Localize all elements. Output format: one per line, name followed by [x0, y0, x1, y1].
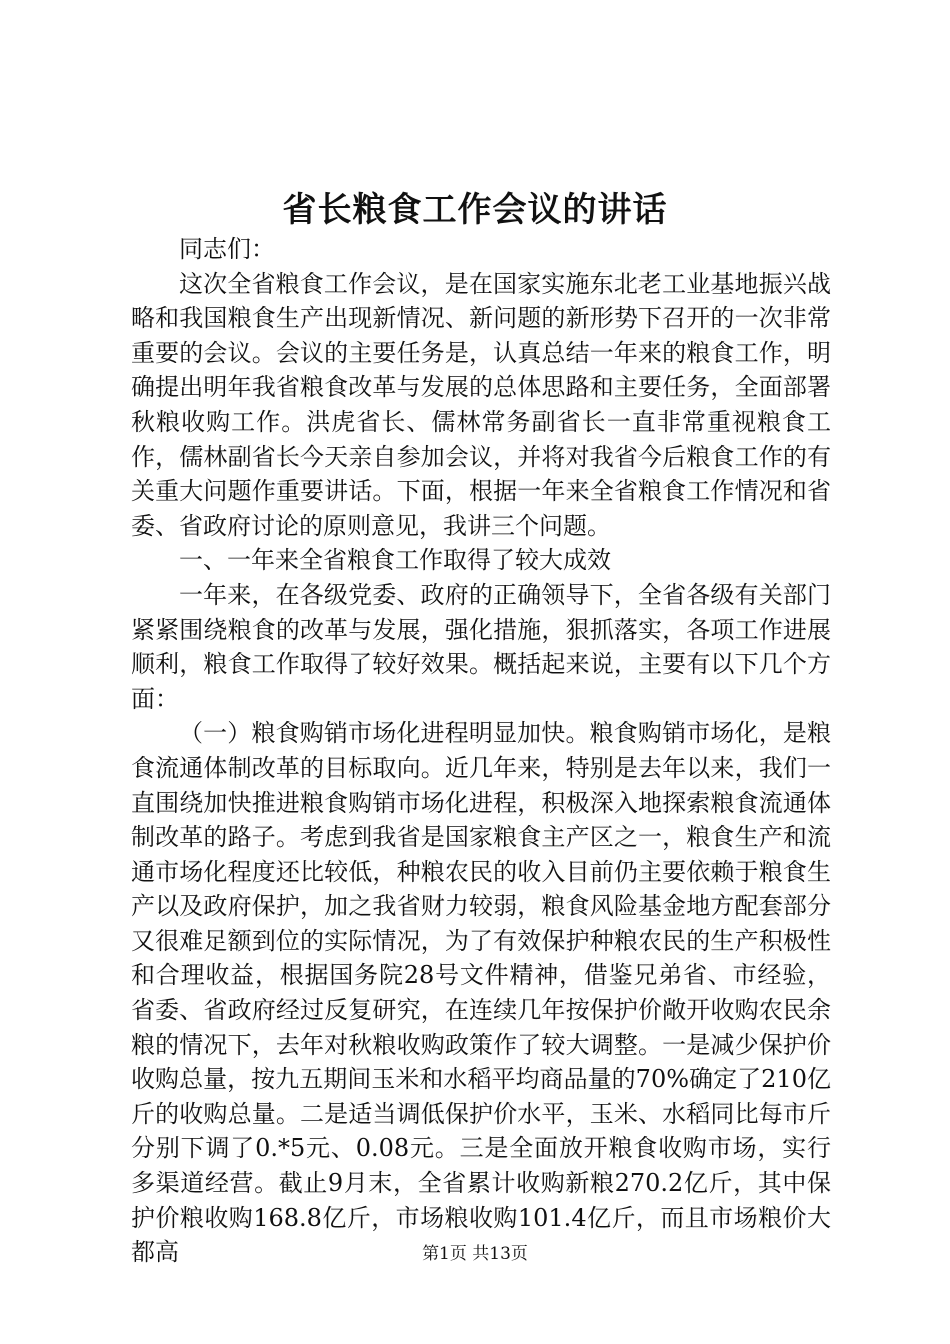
- salutation-paragraph: 同志们：: [179, 235, 275, 263]
- section-heading-1: 一、一年来全省粮食工作取得了较大成效: [179, 546, 611, 575]
- subsection-1-paragraph: （一）粮食购销市场化进程明显加快。粮食购销市场化，是粮食流通体制改革的目标取向。近几年来，特别是去年以来，我们一直围绕加快推进粮食购销市场化进程，积极深入地探索粮食流通体制改革的路子。考虑到我省是国家粮食主产区之一，粮食生产和流通市场化程度还比较低，种粮农民的收入目前仍主要依赖于粮食生产以及政府保护，加之我省财力较弱，粮食风险基金地方配套部分又很难足额到位的实际情况，为了有效保护种粮农民的生产积极性和合理收益，根据国务院28号文件精神，借鉴兄弟省、市经验，省委、省政府经过反复研究，在连续几年按保护价敞开收购农民余粮的情况下，去年对秋粮收购政策作了较大调整。一是减少保护价收购总量，按九五期间玉米和水稻平均商品量的70%确定了210亿斤的收购总量。二是适当调低保护价水平，玉米、水稻同比每市斤分别下调了0.*5元、0.08元。三是全面放开粮食收购市场，实行多渠道经营。截止9月末，全省累计收购新粮270.2亿斤，其中保护价粮收购168.8亿斤，市场粮收购101.4亿斤，而且市场粮价大都高: [131, 719, 831, 1267]
- document-title: 省长粮食工作会议的讲话: [282, 190, 668, 230]
- page-footer: 第1页 共13页: [422, 1244, 528, 1264]
- document-body: [131, 232, 831, 1270]
- intro-paragraph: 这次全省粮食工作会议，是在国家实施东北老工业基地振兴战略和我国粮食生产出现新情况、新问题的新形势下召开的一次非常重要的会议。会议的主要任务是，认真总结一年来的粮食工作，明确提出明年我省粮食改革与发展的总体思路和主要任务，全面部署秋粮收购工作。洪虎省长、儒林常务副省长一直非常重视粮食工作，儒林副省长今天亲自参加会议，并将对我省今后粮食工作的有关重大问题作重要讲话。下面，根据一年来全省粮食工作情况和省委、省政府讨论的原则意见，我讲三个问题。: [131, 269, 831, 540]
- section-1-paragraph: 一年来，在各级党委、政府的正确领导下，全省各级有关部门紧紧围绕粮食的改革与发展，强化措施，狠抓落实，各项工作进展顺利，粮食工作取得了较好效果。概括起来说，主要有以下几个方面：: [131, 580, 831, 713]
